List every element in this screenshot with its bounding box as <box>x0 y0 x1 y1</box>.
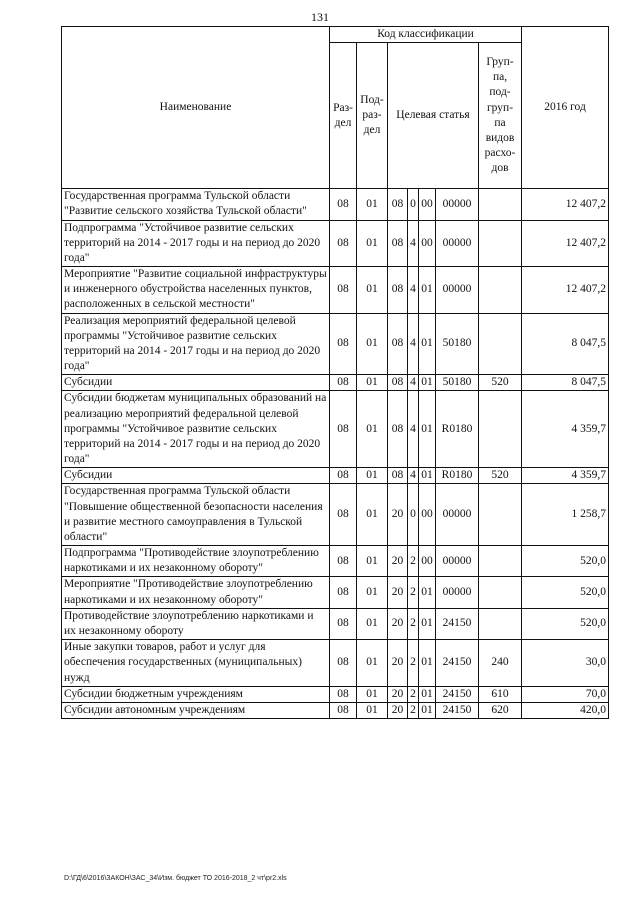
row-razdel: 08 <box>330 640 357 687</box>
row-podrazdel: 01 <box>357 577 388 608</box>
row-expense-group <box>479 391 522 468</box>
row-target-event: 00 <box>419 484 436 546</box>
row-target-event: 01 <box>419 702 436 718</box>
row-razdel: 08 <box>330 189 357 220</box>
table-row <box>62 546 609 577</box>
row-target-direction: 24150 <box>436 640 479 687</box>
header-classification: Код классификации <box>330 27 522 43</box>
row-target-subprogram: 4 <box>408 267 419 314</box>
row-amount: 8 047,5 <box>522 375 609 391</box>
table-row <box>62 686 609 702</box>
row-target-event: 01 <box>419 391 436 468</box>
row-target-event: 01 <box>419 640 436 687</box>
row-target-program: 08 <box>388 391 408 468</box>
row-name: Субсидии бюджетным учреждениям <box>62 686 330 702</box>
file-path-footer: D:\ГД\6\2016\ЗАКОН\ЗАС_34\Изм. бюджет ТО 2016-2018_2 чт\pr2.xls <box>64 875 287 882</box>
row-target-event: 00 <box>419 546 436 577</box>
row-amount: 4 359,7 <box>522 391 609 468</box>
row-name: Субсидии бюджетам муниципальных образований на реализацию мероприятий федеральной целевой программы "Устойчивое развитие сельских территорий на 2014 - 2017 годы и на период до 2020 года" <box>62 391 330 468</box>
header-group: Груп- па, под- груп- па видов расхо- дов <box>479 43 522 189</box>
row-target-subprogram: 2 <box>408 608 419 639</box>
row-name: Мероприятие "Противодействие злоупотреблению наркотиками и их незаконному обороту" <box>62 577 330 608</box>
row-expense-group <box>479 484 522 546</box>
table-row <box>62 313 609 375</box>
row-target-subprogram: 4 <box>408 313 419 375</box>
table-row <box>62 468 609 484</box>
row-expense-group <box>479 267 522 314</box>
row-target-direction: 00000 <box>436 546 479 577</box>
row-target-program: 20 <box>388 702 408 718</box>
row-name: Подпрограмма "Противодействие злоупотреблению наркотиками и их незаконному обороту" <box>62 546 330 577</box>
row-target-subprogram: 2 <box>408 702 419 718</box>
row-target-direction: 24150 <box>436 686 479 702</box>
row-razdel: 08 <box>330 484 357 546</box>
row-podrazdel: 01 <box>357 391 388 468</box>
table-row <box>62 577 609 608</box>
row-target-direction: 24150 <box>436 608 479 639</box>
row-razdel: 08 <box>330 391 357 468</box>
row-razdel: 08 <box>330 577 357 608</box>
row-target-subprogram: 2 <box>408 686 419 702</box>
row-razdel: 08 <box>330 686 357 702</box>
row-podrazdel: 01 <box>357 702 388 718</box>
table-row <box>62 391 609 468</box>
row-expense-group: 520 <box>479 375 522 391</box>
table-row <box>62 189 609 220</box>
row-amount: 520,0 <box>522 546 609 577</box>
row-expense-group: 610 <box>479 686 522 702</box>
row-amount: 8 047,5 <box>522 313 609 375</box>
row-target-program: 20 <box>388 686 408 702</box>
row-target-direction: 00000 <box>436 577 479 608</box>
row-target-subprogram: 0 <box>408 484 419 546</box>
row-podrazdel: 01 <box>357 640 388 687</box>
row-expense-group <box>479 577 522 608</box>
row-amount: 12 407,2 <box>522 220 609 267</box>
row-name: Противодействие злоупотреблению наркотиками и их незаконному обороту <box>62 608 330 639</box>
row-razdel: 08 <box>330 468 357 484</box>
row-target-event: 01 <box>419 267 436 314</box>
table-row <box>62 640 609 687</box>
table-row <box>62 702 609 718</box>
row-target-program: 20 <box>388 546 408 577</box>
row-target-program: 20 <box>388 640 408 687</box>
row-target-subprogram: 0 <box>408 189 419 220</box>
row-name: Подпрограмма "Устойчивое развитие сельских территорий на 2014 - 2017 годы и на период до 2020 года" <box>62 220 330 267</box>
row-expense-group <box>479 608 522 639</box>
row-target-subprogram: 4 <box>408 375 419 391</box>
row-target-event: 00 <box>419 189 436 220</box>
row-name: Субсидии <box>62 375 330 391</box>
row-name: Государственная программа Тульской области "Развитие сельского хозяйства Тульской области" <box>62 189 330 220</box>
row-target-direction: 00000 <box>436 189 479 220</box>
table-row <box>62 267 609 314</box>
header-name: Наименование <box>62 27 330 189</box>
table-row <box>62 375 609 391</box>
row-razdel: 08 <box>330 375 357 391</box>
row-amount: 1 258,7 <box>522 484 609 546</box>
row-podrazdel: 01 <box>357 484 388 546</box>
row-target-event: 01 <box>419 686 436 702</box>
row-expense-group <box>479 220 522 267</box>
row-podrazdel: 01 <box>357 608 388 639</box>
row-target-program: 08 <box>388 220 408 267</box>
row-podrazdel: 01 <box>357 267 388 314</box>
row-expense-group <box>479 313 522 375</box>
row-name: Иные закупки товаров, работ и услуг для обеспечения государственных (муниципальных) нужд <box>62 640 330 687</box>
header-razdel: Раз- дел <box>330 43 357 189</box>
row-podrazdel: 01 <box>357 375 388 391</box>
row-expense-group <box>479 189 522 220</box>
row-target-program: 08 <box>388 468 408 484</box>
row-razdel: 08 <box>330 267 357 314</box>
row-name: Мероприятие "Развитие социальной инфраструктуры и инженерного обустройства населенных пунктов, расположенных в сельской местности" <box>62 267 330 314</box>
table-row <box>62 484 609 546</box>
row-amount: 70,0 <box>522 686 609 702</box>
row-name: Субсидии автономным учреждениям <box>62 702 330 718</box>
row-podrazdel: 01 <box>357 189 388 220</box>
header-target: Целевая статья <box>388 43 479 189</box>
row-target-event: 01 <box>419 468 436 484</box>
row-target-event: 01 <box>419 375 436 391</box>
row-target-direction: R0180 <box>436 468 479 484</box>
row-target-direction: 00000 <box>436 220 479 267</box>
row-razdel: 08 <box>330 702 357 718</box>
row-expense-group: 240 <box>479 640 522 687</box>
table-body <box>62 189 609 719</box>
row-target-direction: 50180 <box>436 313 479 375</box>
row-target-subprogram: 2 <box>408 546 419 577</box>
row-target-direction: 50180 <box>436 375 479 391</box>
row-expense-group: 620 <box>479 702 522 718</box>
row-target-direction: 00000 <box>436 484 479 546</box>
row-target-program: 08 <box>388 189 408 220</box>
row-amount: 12 407,2 <box>522 189 609 220</box>
row-target-event: 01 <box>419 577 436 608</box>
row-target-program: 08 <box>388 375 408 391</box>
row-target-subprogram: 4 <box>408 220 419 267</box>
row-razdel: 08 <box>330 313 357 375</box>
row-target-subprogram: 2 <box>408 640 419 687</box>
row-podrazdel: 01 <box>357 546 388 577</box>
row-target-program: 08 <box>388 313 408 375</box>
header-podrazdel: Под- раз- дел <box>357 43 388 189</box>
row-amount: 420,0 <box>522 702 609 718</box>
row-podrazdel: 01 <box>357 220 388 267</box>
row-name: Государственная программа Тульской области "Повышение общественной безопасности населения и развитие местного самоуправления в Тульской области" <box>62 484 330 546</box>
row-target-program: 20 <box>388 577 408 608</box>
page-number: 131 <box>311 10 329 24</box>
table-row <box>62 220 609 267</box>
row-target-direction: 00000 <box>436 267 479 314</box>
row-target-direction: R0180 <box>436 391 479 468</box>
row-target-subprogram: 2 <box>408 577 419 608</box>
row-target-direction: 24150 <box>436 702 479 718</box>
row-expense-group: 520 <box>479 468 522 484</box>
row-name: Субсидии <box>62 468 330 484</box>
row-target-subprogram: 4 <box>408 468 419 484</box>
row-target-event: 01 <box>419 313 436 375</box>
row-amount: 12 407,2 <box>522 267 609 314</box>
row-amount: 4 359,7 <box>522 468 609 484</box>
row-target-program: 08 <box>388 267 408 314</box>
row-podrazdel: 01 <box>357 313 388 375</box>
table-row <box>62 608 609 639</box>
row-razdel: 08 <box>330 220 357 267</box>
row-razdel: 08 <box>330 608 357 639</box>
row-podrazdel: 01 <box>357 468 388 484</box>
row-amount: 30,0 <box>522 640 609 687</box>
row-expense-group <box>479 546 522 577</box>
row-target-subprogram: 4 <box>408 391 419 468</box>
row-amount: 520,0 <box>522 577 609 608</box>
budget-table <box>61 26 609 719</box>
row-target-program: 20 <box>388 608 408 639</box>
row-name: Реализация мероприятий федеральной целевой программы "Устойчивое развитие сельских территорий на 2014 - 2017 годы и на период до 2020 года" <box>62 313 330 375</box>
header-year: 2016 год <box>522 27 609 189</box>
row-amount: 520,0 <box>522 608 609 639</box>
row-target-program: 20 <box>388 484 408 546</box>
row-target-event: 00 <box>419 220 436 267</box>
row-podrazdel: 01 <box>357 686 388 702</box>
row-razdel: 08 <box>330 546 357 577</box>
row-target-event: 01 <box>419 608 436 639</box>
